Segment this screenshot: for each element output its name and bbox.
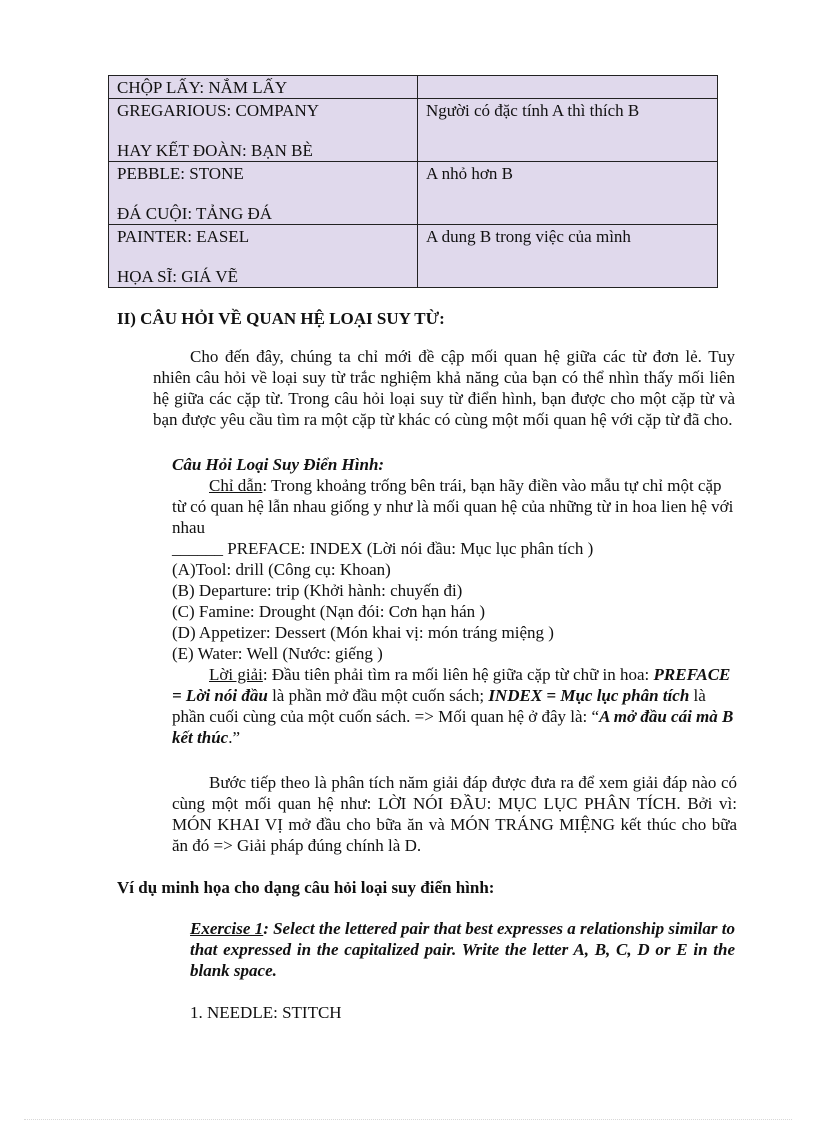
table-row	[109, 162, 718, 225]
option-e: (E) Water: Well (Nước: giếng )	[172, 644, 383, 663]
option-d: (D) Appetizer: Dessert (Món khai vị: món tráng miệng )	[172, 623, 554, 642]
table-cell	[109, 76, 418, 99]
table-row	[109, 225, 718, 288]
relationship-cell: A nhỏ hơn B	[418, 162, 718, 225]
solution-text: là phần cuối cùng của một cuốn sách. => Mối quan hệ ở đây là: “	[172, 686, 706, 726]
pair-english: PEBBLE: STONE	[117, 164, 244, 183]
table-cell	[109, 225, 418, 288]
option-c: (C) Famine: Drought (Nạn đói: Cơn hạn hán )	[172, 602, 486, 621]
direction-text: : Trong khoảng trống bên trái, bạn hãy điền vào mẫu tự chỉ một cặp từ có quan hệ lẫn nhau giống y như là mối quan hệ của những từ in hoa lien hệ với nhau	[172, 476, 734, 537]
solution-bold: PREFACE = Lời nói đầu	[172, 665, 731, 705]
table-cell	[109, 99, 418, 162]
direction-paragraph	[172, 475, 737, 538]
exercise-question: 1. NEEDLE: STITCH	[190, 1003, 342, 1022]
solution-text: là phần mở đầu một cuốn sách;	[267, 686, 489, 705]
analysis-paragraph: Bước tiếp theo là phân tích năm giải đáp được đưa ra để xem giải đáp nào có cùng một mối quan hệ như: LỜI NÓI ĐẦU: MỤC LỤC PHÂN TÍCH. Bởi vì: MÓN KHAI VỊ mở đầu cho bữa ăn và MÓN TRÁNG MIỆNG kết thúc cho bữa ăn đó => Giải pháp đúng chính là D.	[172, 773, 737, 855]
exercise-instructions	[190, 918, 735, 981]
solution-bold: INDEX = Mục lục phân tích	[488, 686, 690, 705]
question-stem: ______ PREFACE: INDEX (Lời nói đầu: Mục lục phân tích )	[172, 539, 594, 558]
pair-english: GREGARIOUS: COMPANY	[117, 101, 319, 120]
sub-heading: Câu Hỏi Loại Suy Điển Hình:	[172, 455, 385, 474]
solution-bold: A mở đầu cái mà B kết thúc	[172, 707, 734, 747]
option-a: (A)Tool: drill (Công cụ: Khoan)	[172, 560, 391, 579]
examples-heading: Ví dụ minh họa cho dạng câu hỏi loại suy điển hình:	[117, 878, 495, 897]
pair-vietnamese: HAY KẾT ĐOÀN: BẠN BÈ	[117, 141, 313, 160]
solution-text: .”	[228, 728, 240, 747]
table-cell	[109, 162, 418, 225]
relationship-cell: Người có đặc tính A thì thích B	[418, 99, 718, 162]
option-b: (B) Departure: trip (Khởi hành: chuyến đi)	[172, 581, 463, 600]
solution-intro: : Đầu tiên phải tìm ra mối liên hệ giữa cặp từ chữ in hoa:	[262, 665, 650, 684]
table-row	[109, 99, 718, 162]
exercise-text: : Select the lettered pair that best expresses a relationship similar to that expressed in the capitalized pair. Write the letter A, B, C, D or E in the blank space.	[190, 919, 735, 980]
relationship-cell: A dung B trong việc của mình	[418, 225, 718, 288]
direction-label: Chỉ dẫn	[209, 476, 263, 495]
pair-vietnamese: ĐÁ CUỘI: TẢNG ĐÁ	[117, 204, 273, 223]
pair-english: PAINTER: EASEL	[117, 227, 250, 246]
solution-label: Lời giải	[209, 665, 263, 684]
intro-paragraph: Cho đến đây, chúng ta chỉ mới đề cập mối quan hệ giữa các từ đơn lẻ. Tuy nhiên câu hỏi về loại suy từ trắc nghiệm khả năng của bạn có thể nhìn thấy mối liên hệ giữa các cặp từ. Trong câu hỏi loại suy từ điển hình, bạn được cho một cặp từ và bạn được yêu cầu tìm ra một cặp từ khác có cùng một mối quan hệ với cặp từ đã cho.	[153, 347, 735, 429]
analogy-table	[108, 75, 718, 288]
pair-english: CHỘP LẤY: NẮM LẤY	[117, 78, 288, 97]
solution-paragraph	[172, 664, 737, 748]
pair-vietnamese: HỌA SĨ: GIÁ VẼ	[117, 267, 239, 286]
exercise-label: Exercise 1	[190, 919, 264, 938]
page-footer-divider	[24, 1119, 792, 1120]
table-cell	[418, 76, 718, 99]
table-row	[109, 76, 718, 99]
question-block	[172, 475, 737, 748]
section-heading: II) CÂU HỎI VỀ QUAN HỆ LOẠI SUY TỪ:	[117, 309, 445, 328]
